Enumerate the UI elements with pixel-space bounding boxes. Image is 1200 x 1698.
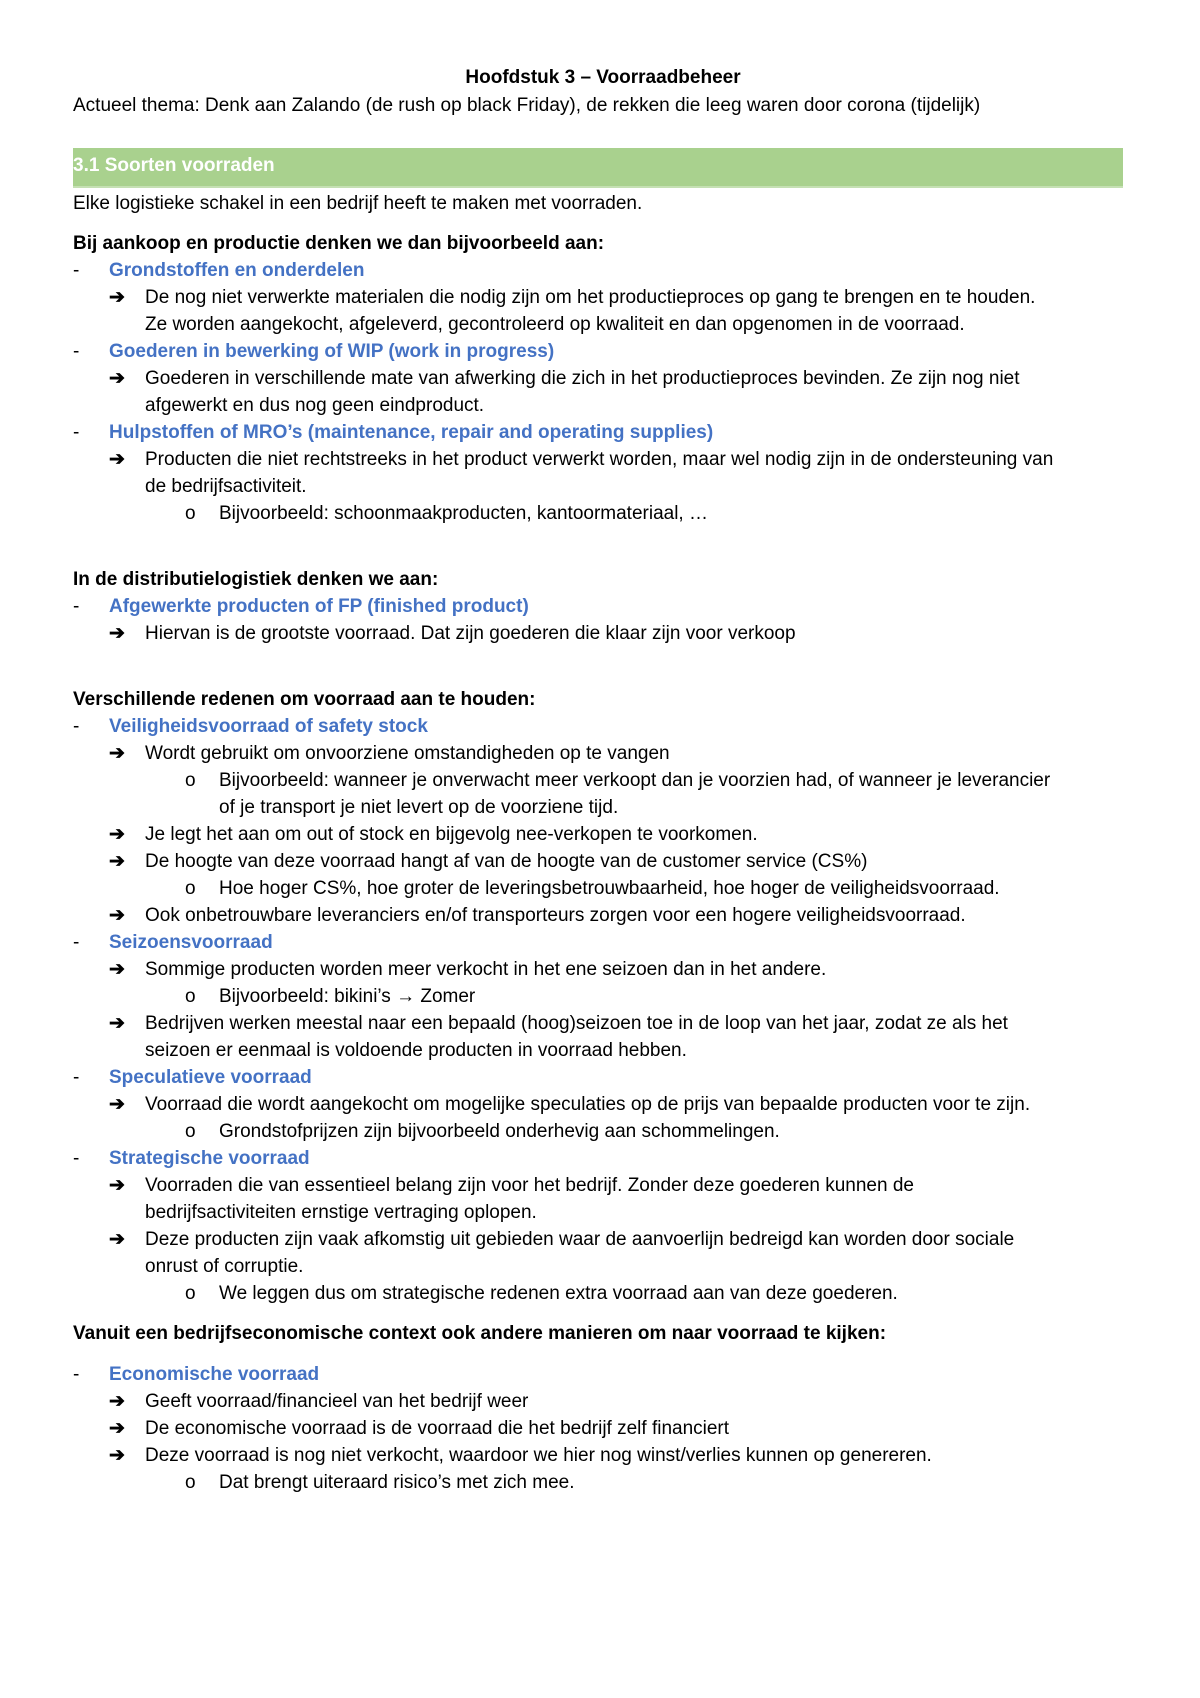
arrow-bullet-icon: ➔ [109,1175,125,1196]
item-text: Bijvoorbeeld: schoonmaakproducten, kantoormateriaal, … [219,503,708,524]
dash-bullet: - [73,1364,80,1385]
arrow-bullet-icon: ➔ [109,1418,125,1439]
item-title: Economische voorraad [109,1364,320,1385]
item-text: Wordt gebruikt om onvoorziene omstandigheden op te vangen [145,743,670,764]
item-title: Afgewerkte producten of FP (finished product) [109,596,529,617]
item-text: De hoogte van deze voorraad hangt af van de hoogte van de customer service (CS%) [145,851,868,872]
arrow-bullet-icon: ➔ [109,1445,125,1466]
circle-bullet: o [185,878,196,899]
item-text: Bedrijven werken meestal naar een bepaald (hoog)seizoen toe in de loop van het jaar, zodat ze als het [145,1013,1008,1034]
item-title: Hulpstoffen of MRO’s (maintenance, repair and operating supplies) [109,422,714,443]
arrow-bullet-icon: ➔ [109,623,125,644]
circle-bullet: o [185,1283,196,1304]
item-title: Speculatieve voorraad [109,1067,312,1088]
item-text: Je legt het aan om out of stock en bijgevolg nee-verkopen te voorkomen. [145,824,758,845]
circle-bullet: o [185,986,196,1007]
item-text: Voorraden die van essentieel belang zijn voor het bedrijf. Zonder deze goederen kunnen de [145,1175,914,1196]
dash-bullet: - [73,716,80,737]
heading-redenen: Verschillende redenen om voorraad aan te houden: [73,689,536,710]
item-text: Sommige producten worden meer verkocht in het ene seizoen dan in het andere. [145,959,827,980]
dash-bullet: - [73,1148,80,1169]
heading-aankoop-productie: Bij aankoop en productie denken we dan bijvoorbeeld aan: [73,233,605,254]
arrow-bullet-icon: ➔ [109,905,125,926]
item-text: afgewerkt en dus nog geen eindproduct. [145,395,485,416]
item-title: Goederen in bewerking of WIP (work in progress) [109,341,555,362]
item-text: Ook onbetrouwbare leveranciers en/of transporteurs zorgen voor een hogere veiligheidsvoorraad. [145,905,966,926]
item-text: Deze voorraad is nog niet verkocht, waardoor we hier nog winst/verlies kunnen op genereren. [145,1445,932,1466]
item-text: seizoen er eenmaal is voldoende producten in voorraad hebben. [145,1040,687,1061]
item-text: De economische voorraad is de voorraad die het bedrijf zelf financiert [145,1418,730,1439]
circle-bullet: o [185,1121,196,1142]
arrow-bullet-icon: ➔ [109,743,125,764]
item-text: Hiervan is de grootste voorraad. Dat zijn goederen die klaar zijn voor verkoop [145,623,796,644]
item-text: Voorraad die wordt aangekocht om mogelijke speculaties op de prijs van bepaalde producten voor te zijn. [145,1094,1031,1115]
dash-bullet: - [73,596,80,617]
item-text: Hoe hoger CS%, hoe groter de leveringsbetrouwbaarheid, hoe hoger de veiligheidsvoorraad. [219,878,1000,899]
circle-bullet: o [185,1472,196,1493]
item-text: Producten die niet rechtstreeks in het product verwerkt worden, maar wel nodig zijn in de ondersteuning van [145,449,1054,470]
arrow-bullet-icon: ➔ [109,824,125,845]
intro-text: Elke logistieke schakel in een bedrijf heeft te maken met voorraden. [73,193,643,214]
dash-bullet: - [73,260,80,281]
arrow-bullet-icon: ➔ [109,449,125,470]
arrow-bullet-icon: ➔ [109,851,125,872]
page-title: Hoofdstuk 3 – Voorraadbeheer [465,67,741,88]
subtitle: Actueel thema: Denk aan Zalando (de rush op black Friday), de rekken die leeg waren door corona (tijdelijk) [73,95,981,116]
heading-distributielogistiek: In de distributielogistiek denken we aan: [73,569,439,590]
item-text: Deze producten zijn vaak afkomstig uit gebieden waar de aanvoerlijn bedreigd kan worden door sociale [145,1229,1015,1250]
item-text: bedrijfsactiviteiten ernstige vertraging oplopen. [145,1202,537,1223]
arrow-bullet-icon: ➔ [109,287,125,308]
arrow-bullet-icon: ➔ [109,1094,125,1115]
item-text: of je transport je niet levert op de voorziene tijd. [219,797,619,818]
section-heading-bar [73,148,1123,188]
item-text: Dat brengt uiteraard risico’s met zich mee. [219,1472,575,1493]
item-text: onrust of corruptie. [145,1256,304,1277]
dash-bullet: - [73,422,80,443]
circle-bullet: o [185,770,196,791]
dash-bullet: - [73,1067,80,1088]
arrow-bullet-icon: ➔ [109,1229,125,1250]
arrow-bullet-icon: ➔ [109,959,125,980]
item-text: Ze worden aangekocht, afgeleverd, gecontroleerd op kwaliteit en dan opgenomen in de voorraad. [145,314,965,335]
arrow-bullet-icon: ➔ [109,368,125,389]
item-text: We leggen dus om strategische redenen extra voorraad aan van deze goederen. [219,1283,898,1304]
dash-bullet: - [73,932,80,953]
item-title: Seizoensvoorraad [109,932,273,953]
item-text: Bijvoorbeeld: bikini’s → Zomer [219,986,476,1007]
item-text: de bedrijfsactiviteit. [145,476,307,497]
item-text: De nog niet verwerkte materialen die nodig zijn om het productieproces op gang te brengen en te houden. [145,287,1036,308]
arrow-bullet-icon: ➔ [109,1391,125,1412]
arrow-bullet-icon: ➔ [109,1013,125,1034]
dash-bullet: - [73,341,80,362]
item-title: Veiligheidsvoorraad of safety stock [109,716,428,737]
circle-bullet: o [185,503,196,524]
item-title: Grondstoffen en onderdelen [109,260,365,281]
item-text: Grondstofprijzen zijn bijvoorbeeld onderhevig aan schommelingen. [219,1121,780,1142]
item-text: Goederen in verschillende mate van afwerking die zich in het productieproces bevinden. Ze zijn nog niet [145,368,1020,389]
section-heading: 3.1 Soorten voorraden [73,155,275,176]
item-text: Geeft voorraad/financieel van het bedrijf weer [145,1391,529,1412]
item-title: Strategische voorraad [109,1148,310,1169]
heading-bedrijfseconomisch: Vanuit een bedrijfseconomische context ook andere manieren om naar voorraad te kijken: [73,1323,887,1344]
item-text: Bijvoorbeeld: wanneer je onverwacht meer verkoopt dan je voorzien had, of wanneer je leverancier [219,770,1051,791]
